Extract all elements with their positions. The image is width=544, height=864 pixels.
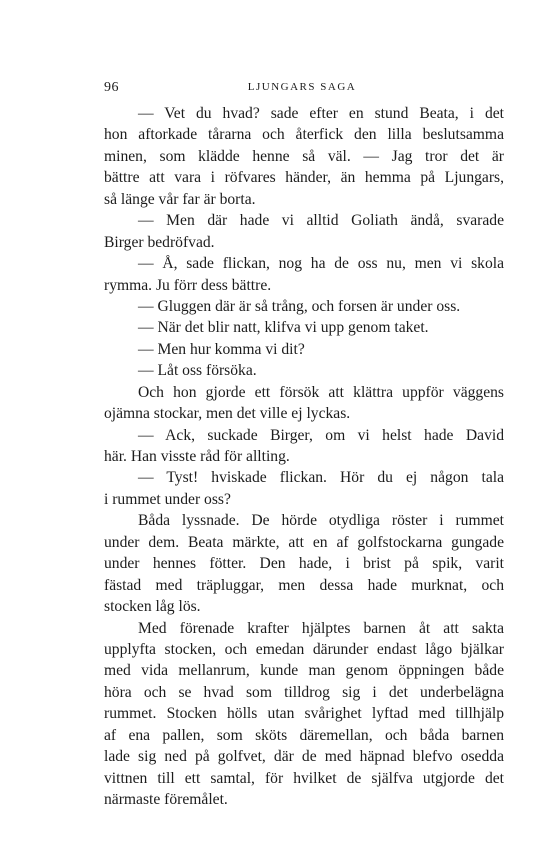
page-number: 96 <box>104 80 119 95</box>
text-line: — Låt oss försöka. <box>138 362 257 380</box>
text-line: hon aftorkade tårarna och återfick den lilla beslutsamma <box>104 126 504 144</box>
text-line: här. Han visste råd för allting. <box>104 448 290 465</box>
text-line: Birger bedröfvad. <box>104 233 215 251</box>
text-line: — Gluggen där är så trång, och forsen är under oss. <box>138 297 461 315</box>
text-line: minen, som klädde henne så väl. — Jag tror det är <box>104 147 504 165</box>
text-line: under hennes fötter. Den hade, i brist på spik, varit <box>104 555 504 573</box>
text-line: bättre att vara i röfvares händer, än hemma på Ljungars, <box>104 169 504 187</box>
text-line: — När det blir natt, klifva vi upp genom taket. <box>138 319 429 337</box>
text-line: Och hon gjorde ett försök att klättra uppför väggens <box>138 383 504 401</box>
text-line: — Vet du hvad? sade efter en stund Beata, i det <box>138 105 504 122</box>
text-line: närmaste föremålet. <box>104 791 228 808</box>
text-line: — Å, sade flickan, nog ha de oss nu, men vi skola <box>138 255 504 273</box>
text-line: rymma. Ju förr dess bättre. <box>104 276 272 294</box>
text-line: Båda lyssnade. De hörde otydliga röster i rummet <box>138 512 504 530</box>
text-line: lade sig ned på golfvet, där de med häpnad blefvo osedda <box>104 748 504 766</box>
text-line: af ena pallen, som sköts däremellan, och båda barnen <box>104 726 504 744</box>
text-line: — Tyst! hviskade flickan. Hör du ej någon tala <box>138 469 504 487</box>
text-line: stocken låg lös. <box>104 598 201 616</box>
text-line: med vida mellanrum, kunde man genom öppningen både <box>104 662 504 680</box>
text-line: höra och se hvad som tilldrog sig i det underbelägna <box>104 683 504 701</box>
text-line: upplyfta stocken, och emedan därunder endast lågo bjälkar <box>104 640 504 658</box>
text-line: — Ack, suckade Birger, om vi helst hade David <box>138 426 504 444</box>
body-text <box>104 103 504 810</box>
text-line: — Men hur komma vi dit? <box>138 340 305 358</box>
text-line: i rummet under oss? <box>104 490 231 508</box>
running-title: LJUNGARS SAGA <box>247 81 357 93</box>
text-line: ojämna stockar, men det ville ej lyckas. <box>104 405 351 423</box>
text-line: fästad med träpluggar, men dessa hade murknat, och <box>104 576 504 594</box>
text-line: — Men där hade vi alltid Goliath ändå, svarade <box>138 212 504 230</box>
text-line: vittnen till ett samtal, för hvilket de själfva utgjorde det <box>104 769 504 787</box>
page-header <box>104 80 500 100</box>
text-line: rummet. Stocken hölls utan svårighet lyftad med tillhjälp <box>104 705 504 723</box>
text-line: under dem. Beata märkte, att en af golfstockarna gungade <box>104 533 504 551</box>
text-line: så länge vår far är borta. <box>104 190 256 208</box>
text-line: Med förenade krafter hjälptes barnen åt att sakta <box>138 619 504 637</box>
